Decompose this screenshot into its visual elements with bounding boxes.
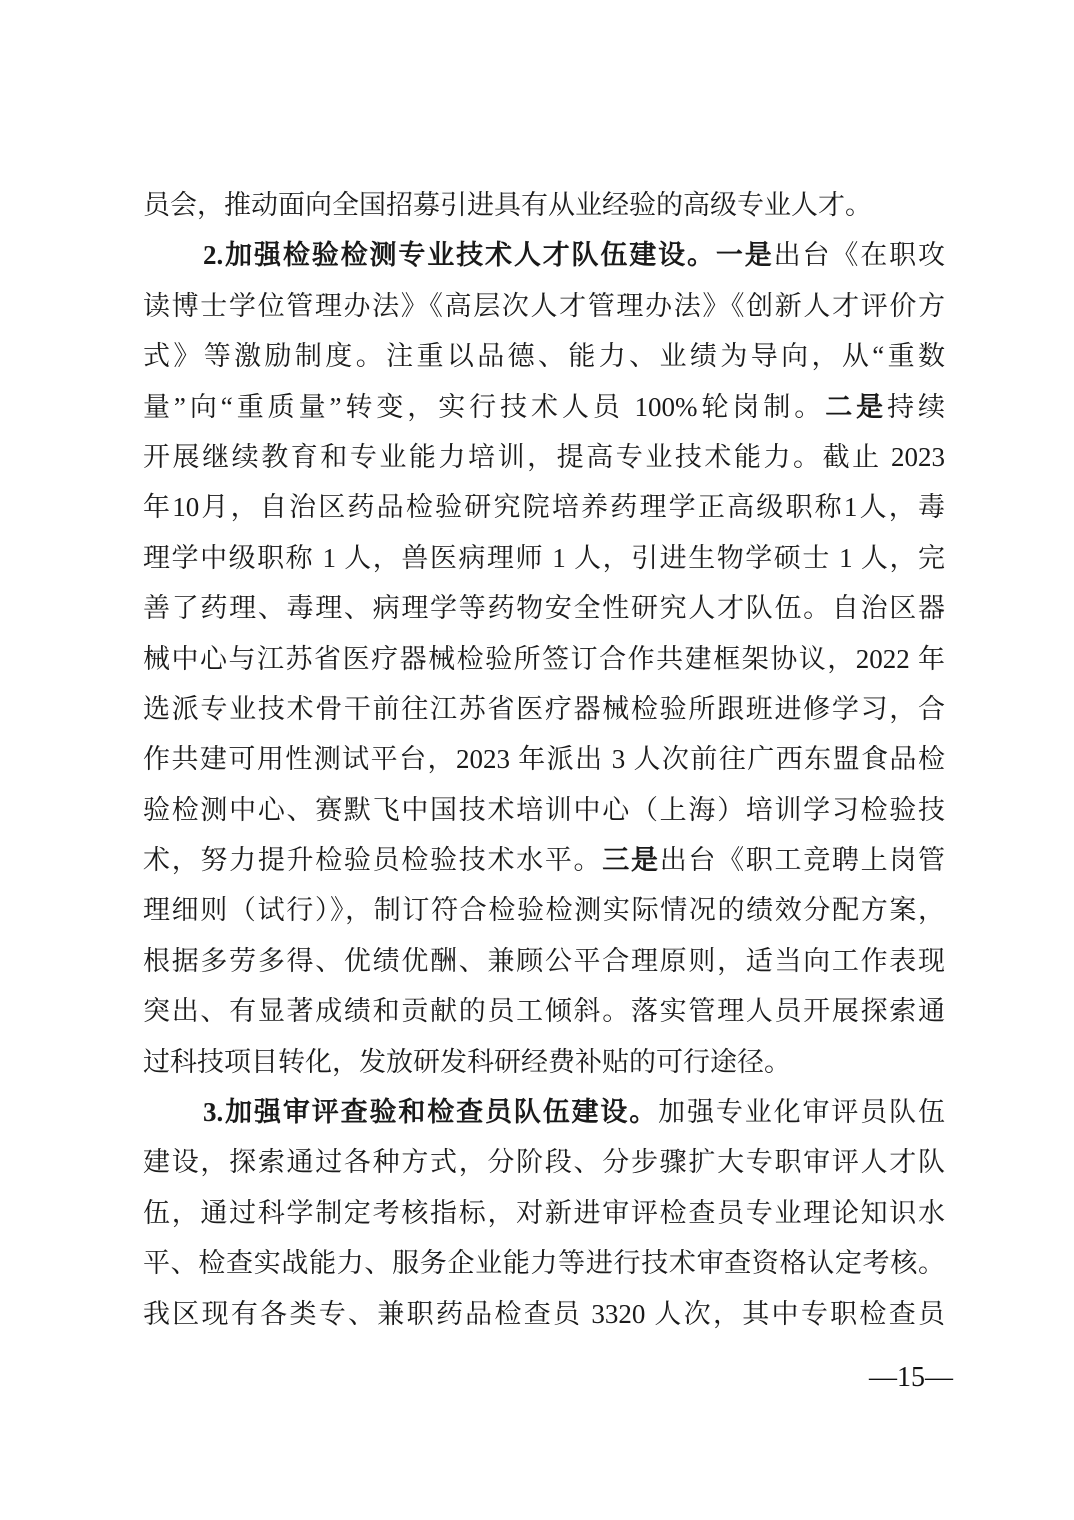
text-run: 械中心与江苏省医疗器械检验所签订合作共建框架协议，2022 年: [143, 643, 945, 674]
text-line: [143, 1289, 945, 1339]
bold-text-run: 二是: [825, 391, 888, 422]
text-line: [143, 281, 945, 331]
bold-text-run: 2.加强检验检测专业技术人才队伍建设。: [203, 240, 716, 271]
text-line: [143, 1087, 945, 1137]
text-run: 伍，通过科学制定考核指标，对新进审评检查员专业理论知识水: [143, 1197, 945, 1228]
text-run: 我区现有各类专、兼职药品检查员 3320 人次，其中专职检查员: [143, 1298, 945, 1329]
text-run: 作共建可用性测试平台，2023 年派出 3 人次前往广西东盟食品检: [143, 744, 945, 775]
page-number: —15—: [869, 1362, 953, 1393]
text-line: [143, 684, 945, 734]
text-line: [143, 634, 945, 684]
text-run: 年10月，自治区药品检验研究院培养药理学正高级职称1人，毒: [143, 492, 945, 523]
text-run: 选派专业技术骨干前往江苏省医疗器械检验所跟班进修学习，合: [143, 693, 945, 724]
text-run: 持续: [887, 391, 945, 422]
text-run: 员会，推动面向全国招募引进具有从业经验的高级专业人才。: [143, 190, 872, 220]
text-line: [143, 1238, 945, 1288]
text-line: [143, 583, 945, 633]
bold-text-run: 3.加强审评查验和检查员队伍建设。: [203, 1097, 659, 1128]
text-line: [143, 936, 945, 986]
text-run: 读博士学位管理办法》《高层次人才管理办法》《创新人才评价方: [143, 290, 945, 321]
text-run: 根据多劳多得、优绩优酬、兼顾公平合理原则，适当向工作表现: [143, 945, 945, 976]
text-line: [143, 180, 945, 230]
text-line: [143, 785, 945, 835]
text-line: [143, 230, 945, 280]
text-line: [143, 1188, 945, 1238]
text-line: [143, 382, 945, 432]
text-line: [143, 885, 945, 935]
text-run: 理学中级职称 1 人，兽医病理师 1 人，引进生物学硕士 1 人，完: [143, 542, 945, 573]
text-run: 善了药理、毒理、病理学等药物安全性研究人才队伍。自治区器: [143, 593, 945, 624]
text-run: 术，努力提升检验员检验技术水平。: [143, 845, 603, 876]
text-line: [143, 432, 945, 482]
text-run: 过科技项目转化，发放研发科研经费补贴的可行途径。: [143, 1046, 791, 1077]
text-run: 加强专业化审评员队伍: [658, 1097, 946, 1128]
text-run: 开展继续教育和专业能力培训，提高专业技术能力。截止 2023: [143, 441, 945, 472]
text-line: [143, 734, 945, 784]
text-run: 建设，探索通过各种方式，分阶段、分步骤扩大专职审评人才队: [143, 1147, 945, 1178]
text-run: 验检测中心、赛默飞中国技术培训中心（上海）培训学习检验技: [143, 794, 945, 825]
text-run: 出台《职工竞聘上岗管: [659, 845, 946, 876]
text-line: [143, 1137, 945, 1187]
bold-text-run: 一是: [715, 240, 774, 271]
text-run: 平、检查实战能力、服务企业能力等进行技术审查资格认定考核。: [143, 1248, 945, 1279]
document-text: [143, 180, 945, 1339]
bold-text-run: 三是: [602, 845, 660, 876]
text-line: [143, 986, 945, 1036]
text-line: [143, 835, 945, 885]
text-line: [143, 331, 945, 381]
text-run: 量”向“重质量”转变，实行技术人员 100%轮岗制。: [143, 391, 826, 422]
text-run: 突出、有显著成绩和贡献的员工倾斜。落实管理人员开展探索通: [143, 996, 945, 1027]
text-line: [143, 482, 945, 532]
text-line: [143, 533, 945, 583]
text-run: 出台《在职攻: [773, 240, 946, 271]
text-line: [143, 1037, 945, 1087]
text-run: 理细则（试行）》，制订符合检验检测实际情况的绩效分配方案，: [143, 895, 945, 926]
text-run: 式》等激励制度。注重以品德、能力、业绩为导向，从“重数: [143, 341, 945, 372]
